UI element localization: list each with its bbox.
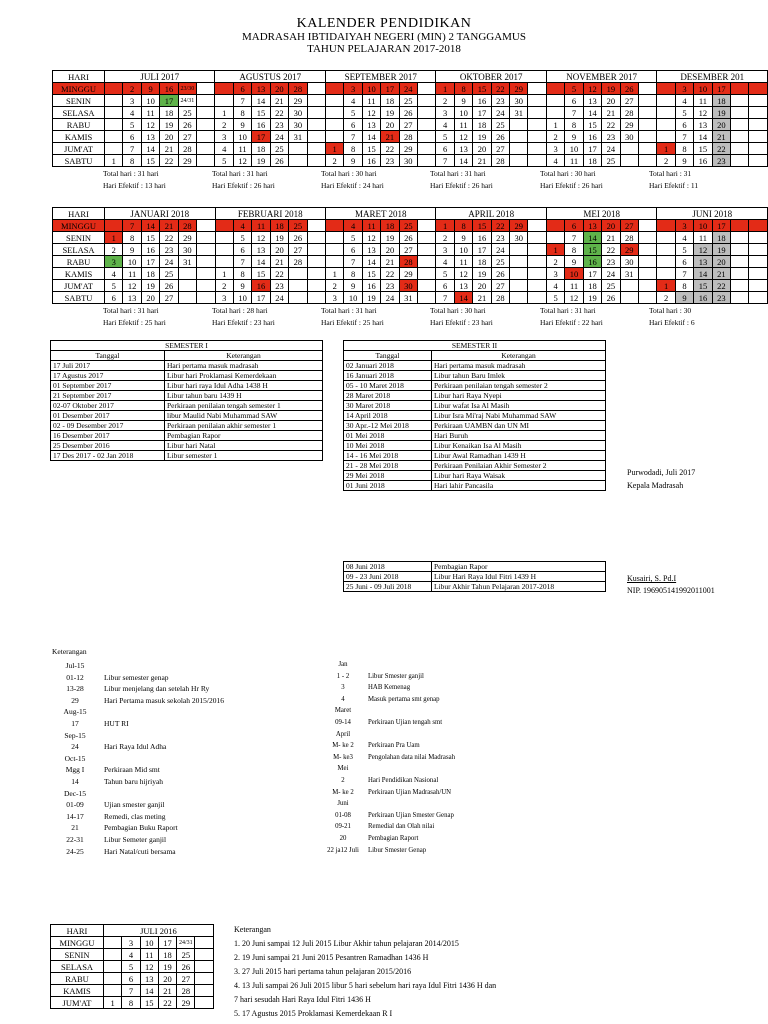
semester-2-table xyxy=(343,340,606,491)
table-row xyxy=(51,411,323,421)
month-header: FEBRUARI 2018 xyxy=(215,208,325,220)
col-keterangan: Keterangan xyxy=(432,351,606,361)
cell-tanggal: 01 September 2017 xyxy=(51,381,165,391)
month-header: JULI 2016 xyxy=(104,925,214,937)
note-date: 2 xyxy=(341,777,345,784)
cell-keterangan: Libur hari raya Idul Adha 1438 H xyxy=(165,381,323,391)
month-header: SEPTEMBER 2017 xyxy=(325,71,435,83)
table-row xyxy=(344,572,606,582)
note-date: 14 xyxy=(71,777,79,786)
month-header: MEI 2018 xyxy=(546,208,657,220)
month-header: JULI 2017 xyxy=(105,71,215,83)
note-text: Tahun baru hijriyah xyxy=(104,777,164,786)
day-label: MINGGU xyxy=(53,83,105,95)
note-text: Perkiraan Ujian Smester Genap xyxy=(368,811,454,819)
note-date: Mgg I xyxy=(65,765,85,775)
cell-tanggal: 28 Maret 2018 xyxy=(344,391,432,401)
bottom-note-line: 5. 17 Agustus 2015 Proklamasi Kemerdekaan R I xyxy=(234,1009,393,1018)
bottom-notes-title: Keterangan xyxy=(234,925,271,934)
note-text: HAB Kemenag xyxy=(368,684,411,692)
note-text: Perkiraan Pra Uam xyxy=(368,742,420,750)
hari-header: HARI xyxy=(53,208,105,220)
table-row xyxy=(51,441,323,451)
cell-keterangan: Hari lahir Pancasila xyxy=(432,481,606,491)
sign-nip: NIP. 196905141992011001 xyxy=(627,586,715,595)
note-date: 22-31 xyxy=(66,835,84,844)
day-label: SABTU xyxy=(53,155,105,167)
month-header: NOVEMBER 2017 xyxy=(546,71,656,83)
table-row xyxy=(344,441,606,451)
table-row xyxy=(51,451,323,461)
note-date: M- ke3 xyxy=(333,753,353,761)
cell-keterangan: Pembagian Rapor xyxy=(432,562,606,572)
table-row xyxy=(51,431,323,441)
note-text: Libur Smester Genap xyxy=(368,846,427,854)
col-keterangan: Keterangan xyxy=(165,351,323,361)
month-header: APRIL 2018 xyxy=(436,208,546,220)
cell-tanggal: 01 Mei 2018 xyxy=(344,431,432,441)
note-date: 09-14 xyxy=(335,719,351,726)
day-label: SENIN xyxy=(51,949,104,961)
semester-2-extra-table xyxy=(343,561,606,592)
note-date: 01-08 xyxy=(335,811,351,819)
table-row xyxy=(344,401,606,411)
col-tanggal: Tanggal xyxy=(344,351,432,361)
bottom-note-line: 1. 20 Juni sampai 12 Juli 2015 Libur Akhir tahun pelajaran 2014/2015 xyxy=(234,939,459,948)
cell-keterangan: Pembagian Rapor xyxy=(165,431,323,441)
cell-tanggal: 02 Januari 2018 xyxy=(344,361,432,371)
note-date: 29 xyxy=(71,695,79,705)
cell-tanggal: 16 Januari 2018 xyxy=(344,371,432,381)
month-header: OKTOBER 2017 xyxy=(436,71,546,83)
cell-tanggal: 30 Maret 2018 xyxy=(344,401,432,411)
note-text: Libur menjelang dan setelah Hr Ry xyxy=(104,684,210,694)
table-row xyxy=(344,471,606,481)
note-date: 24-25 xyxy=(66,846,84,856)
cell-keterangan: Libur Kenaikan Isa Al Masih xyxy=(432,441,606,451)
school-name: MADRASAH IBTIDAIYAH NEGERI (MIN) 2 TANGGAMUS xyxy=(242,31,526,43)
note-text: Pembagian Buku Raport xyxy=(104,823,178,833)
note-text: Ujian smester ganjil xyxy=(104,800,165,810)
cell-tanggal: 05 - 10 Maret 2018 xyxy=(344,381,432,391)
cell-keterangan: Libur hari Raya Waisak xyxy=(432,471,606,481)
table-row xyxy=(51,401,323,411)
note-text: Perkiraan Ujian tengah smt xyxy=(368,719,443,726)
day-label: SABTU xyxy=(53,292,105,304)
note-date: 09-21 xyxy=(335,823,351,831)
cell-tanggal: 08 Juni 2018 xyxy=(344,562,432,572)
month-header: MARET 2018 xyxy=(326,208,436,220)
day-label: MINGGU xyxy=(53,220,105,232)
cell-tanggal: 29 Mei 2018 xyxy=(344,471,432,481)
table-row xyxy=(344,361,606,371)
table-row xyxy=(51,371,323,381)
bottom-note-line: 4. 13 Juli sampai 26 Juli 2015 libur 5 hari sebelum hari raya Idul Fitri 1436 H dan xyxy=(234,981,497,990)
semester-1-table xyxy=(50,340,323,461)
month-header: DESEMBER 201 xyxy=(657,71,768,83)
day-label: SENIN xyxy=(53,95,105,107)
calendar-semester-2: HARI JANUARI 2018 FEBRUARI 2018 MARET 2018 APRIL 2018 MEI 2018 JUNI 2018 MINGGU 7 14 21 28 4 11 18 25 4 11 18 25 1 8 15 22 29 6 13 20 27 3 10 17 SENIN 1 8 15 22 29 5 12 19 26 5 12 19 26 2 9 16 23 30 7 14 21 28 4 11 18 SELASA 2 9 16 23 30 6 13 20 27 6 13 20 27 3 10 17 24 1 8 15 22 29 5 12 19 RABU 3 10 17 24 31 7 14 21 28 7 14 21 28 4 11 18 25 2 9 16 23 30 6 13 20 KAMIS 4 11 18 25 1 8 15 22 1 8 15 22 29 5 12 19 26 3 10 17 24 31 7 14 21 JUM'AT 5 12 19 26 2 9 16 23 2 9 16 23 30 6 13 20 27 4 11 18 25 1 8 15 22 SABTU 6 13 20 27 3 10 17 24 3 10 19 24 31 7 14 21 28 5 12 19 26 2 9 16 23 xyxy=(52,207,768,304)
note-date: 01-12 xyxy=(66,672,84,682)
table-row xyxy=(51,381,323,391)
table-row xyxy=(344,562,606,572)
cell-keterangan: Libur Hari Raya Idul Fitri 1439 H xyxy=(432,572,606,582)
note-text: HUT RI xyxy=(104,719,129,728)
table-row xyxy=(344,461,606,471)
cell-tanggal: 17 Des 2017 - 02 Jan 2018 xyxy=(51,451,165,461)
cell-keterangan: Libur Isra Mi'raj Nabi Muhammad SAW xyxy=(432,411,606,421)
note-text: Libur Smester ganjil xyxy=(368,672,424,680)
month-header: JUNI 2018 xyxy=(657,208,768,220)
cell-keterangan: Libur wafat Isa Al Masih xyxy=(432,401,606,411)
cell-keterangan: Libur semester 1 xyxy=(165,451,323,461)
note-date: Maret xyxy=(334,707,352,715)
cell-keterangan: Perkiraan penilaian tengah semester 2 xyxy=(432,381,606,391)
cell-keterangan: Libur hari Natal xyxy=(165,441,323,451)
note-date: Aug-15 xyxy=(63,707,87,717)
note-date: Jul-15 xyxy=(65,661,85,670)
hari-header: HARI xyxy=(53,71,105,83)
day-label: SENIN xyxy=(53,232,105,244)
cell-tanggal: 25 Juni - 09 Juli 2018 xyxy=(344,582,432,592)
table-row xyxy=(344,391,606,401)
bottom-note-line: 3. 27 Juli 2015 hari pertama tahun pelajaran 2015/2016 xyxy=(234,967,412,976)
note-date: Dec-15 xyxy=(63,788,87,798)
cell-tanggal: 21 - 28 Mei 2018 xyxy=(344,461,432,471)
note-date: 1 - 2 xyxy=(336,672,350,680)
notes-title: Keterangan xyxy=(52,647,87,656)
cell-tanggal: 21 September 2017 xyxy=(51,391,165,401)
note-text: Pembagian Raport xyxy=(368,835,419,842)
note-text: Masuk pertama smt genap xyxy=(368,695,440,703)
table-row xyxy=(344,582,606,592)
semester-title: SEMESTER I xyxy=(51,341,323,351)
cell-tanggal: 16 Desember 2017 xyxy=(51,431,165,441)
cell-keterangan: Libur Akhir Tahun Pelajaran 2017-2018 xyxy=(432,582,606,592)
cell-tanggal: 14 April 2018 xyxy=(344,411,432,421)
cell-keterangan: libur Maulid Nabi Muhammad SAW xyxy=(165,411,323,421)
note-text: Remedial dan Olah nilai xyxy=(368,823,435,831)
page-title: KALENDER PENDIDIKAN xyxy=(296,16,472,31)
semester-title: SEMESTER II xyxy=(344,341,606,351)
note-date: 20 xyxy=(339,835,347,842)
cell-tanggal: 01 Desember 2017 xyxy=(51,411,165,421)
table-row xyxy=(51,391,323,401)
cell-keterangan: Libur tahun baru 1439 H xyxy=(165,391,323,401)
note-date: 24 xyxy=(71,742,79,752)
cell-keterangan: Libur hari Raya Nyepi xyxy=(432,391,606,401)
note-date: April xyxy=(335,730,351,738)
note-date: 21 xyxy=(71,823,79,833)
note-text: Perkiraan Mid smt xyxy=(104,765,160,775)
day-label: KAMIS xyxy=(53,131,105,143)
day-label: KAMIS xyxy=(53,268,105,280)
cell-tanggal: 02-07 Oktober 2017 xyxy=(51,401,165,411)
table-row xyxy=(344,411,606,421)
school-year: TAHUN PELAJARAN 2017-2018 xyxy=(307,43,461,55)
cell-tanggal: 17 Juli 2017 xyxy=(51,361,165,371)
day-label: JUM'AT xyxy=(53,280,105,292)
note-text: Hari Natal/cuti bersama xyxy=(104,846,176,856)
bottom-note-line: 7 hari sesudah Hari Raya Idul Fitri 1436 H xyxy=(234,995,371,1004)
day-label: KAMIS xyxy=(51,985,104,997)
month-header: JANUARI 2018 xyxy=(105,208,215,220)
note-text: Libur Semeter ganjil xyxy=(104,835,167,844)
note-date: Jan xyxy=(338,661,348,668)
cell-tanggal: 02 - 09 Desember 2017 xyxy=(51,421,165,431)
day-label: RABU xyxy=(51,973,104,985)
table-row xyxy=(344,451,606,461)
note-text: Pengolahan data nilai Madrasah xyxy=(368,753,456,761)
month-header: AGUSTUS 2017 xyxy=(215,71,325,83)
note-date: 4 xyxy=(341,695,345,703)
sign-role: Kepala Madrasah xyxy=(627,481,684,490)
day-label: SELASA xyxy=(53,244,105,256)
note-date: 22 ja12 Juli xyxy=(327,846,359,854)
note-date: 3 xyxy=(341,684,345,692)
cell-tanggal: 10 Mei 2018 xyxy=(344,441,432,451)
col-tanggal: Tanggal xyxy=(51,351,165,361)
note-date: M- ke 2 xyxy=(332,742,354,750)
day-label: SELASA xyxy=(53,107,105,119)
table-row xyxy=(344,381,606,391)
note-date: Juni xyxy=(337,800,349,808)
calendar-semester-1: HARI JULI 2017 AGUSTUS 2017 SEPTEMBER 2017 OKTOBER 2017 NOVEMBER 2017 DESEMBER 201 MINGGU 2 9 16 23/30 6 13 20 28 3 10 17 24 1 8 15 22 29 5 12 19 26 3 10 17 SENIN 3 10 17 24/31 7 14 21 29 4 11 18 25 2 9 16 23 30 6 13 20 27 4 11 18 SELASA 4 11 18 25 1 8 15 22 30 5 12 19 26 3 10 17 24 31 7 14 21 28 5 12 19 RABU 5 12 19 26 2 9 16 23 30 6 13 20 27 4 11 18 25 1 8 15 22 29 6 13 20 KAMIS 6 13 20 27 3 10 17 24 31 7 14 21 28 5 12 19 26 2 9 16 23 30 7 14 21 JUM'AT 7 14 21 28 4 11 18 25 1 8 15 22 29 6 13 20 27 3 10 17 24 1 8 15 22 SABTU 1 8 15 22 29 5 12 19 26 2 9 16 23 30 7 14 21 28 4 11 18 25 2 9 16 23 xyxy=(52,70,768,167)
note-date: 17 xyxy=(71,719,79,728)
day-label: RABU xyxy=(53,256,105,268)
day-label: JUM'AT xyxy=(51,997,104,1009)
day-label: MINGGU xyxy=(51,937,104,949)
cell-keterangan: Libur hari Proklamasi Kemerdekaan xyxy=(165,371,323,381)
note-date: 13-28 xyxy=(66,684,84,694)
table-row xyxy=(344,421,606,431)
note-text: Hari Pendidikan Nasional xyxy=(368,777,439,784)
cell-keterangan: Perkiraan penilaian akhir semester 1 xyxy=(165,421,323,431)
note-date: Sep-15 xyxy=(64,730,86,740)
note-text: Perkiraan Ujian Madrasah/UN xyxy=(368,788,452,796)
cell-keterangan: Hari pertama masuk madrasah xyxy=(432,361,606,371)
note-text: Remedi, clas meting xyxy=(104,811,166,821)
note-date: 14-17 xyxy=(66,811,84,821)
cell-keterangan: Hari Buruh xyxy=(432,431,606,441)
cell-keterangan: Libur Awal Ramadhan 1439 H xyxy=(432,451,606,461)
cell-keterangan: Hari pertama masuk madrasah xyxy=(165,361,323,371)
cell-tanggal: 09 - 23 Juni 2018 xyxy=(344,572,432,582)
day-label: RABU xyxy=(53,119,105,131)
bottom-note-line: 2. 19 Juni sampai 21 Juni 2015 Pesantren Ramadhan 1436 H xyxy=(234,953,429,962)
sign-place: Purwodadi, Juli 2017 xyxy=(627,468,696,477)
cell-keterangan: Perkiraan Penilaian Akhir Semester 2 xyxy=(432,461,606,471)
table-row xyxy=(344,371,606,381)
cell-keterangan: Perkiraan UAMBN dan UN MI xyxy=(432,421,606,431)
cell-tanggal: 30 Apr.-12 Mei 2018 xyxy=(344,421,432,431)
note-date: Oct-15 xyxy=(64,753,86,763)
note-date: M- ke 2 xyxy=(332,788,354,796)
table-row xyxy=(344,431,606,441)
note-text: Hari Pertama masuk sekolah 2015/2016 xyxy=(104,695,224,705)
note-date: 01-09 xyxy=(66,800,84,810)
table-row xyxy=(51,421,323,431)
cell-tanggal: 14 - 16 Mei 2018 xyxy=(344,451,432,461)
day-label: SELASA xyxy=(51,961,104,973)
calendar-juli-2016: HARI JULI 2016 MINGGU 3 10 17 24/31 SENIN 4 11 18 25 SELASA 5 12 19 26 RABU 6 13 20 27 KAMIS 7 14 21 28 JUM'AT 1 8 15 22 29 xyxy=(50,924,214,1009)
note-date: Mei xyxy=(337,765,349,773)
note-text: Hari Raya Idul Adha xyxy=(104,742,167,752)
table-row xyxy=(344,481,606,491)
note-text: Libur semester genap xyxy=(104,672,169,682)
table-row xyxy=(51,361,323,371)
sign-name: Kusairi, S. Pd.I xyxy=(627,574,677,583)
hari-header: HARI xyxy=(51,925,104,937)
day-label: JUM'AT xyxy=(53,143,105,155)
cell-tanggal: 17 Agustus 2017 xyxy=(51,371,165,381)
cell-keterangan: Perkiraan penilaian tengah semester 1 xyxy=(165,401,323,411)
cell-tanggal: 25 Desember 2016 xyxy=(51,441,165,451)
cell-tanggal: 01 Juni 2018 xyxy=(344,481,432,491)
cell-keterangan: Libur tahun Baru Imlek xyxy=(432,371,606,381)
